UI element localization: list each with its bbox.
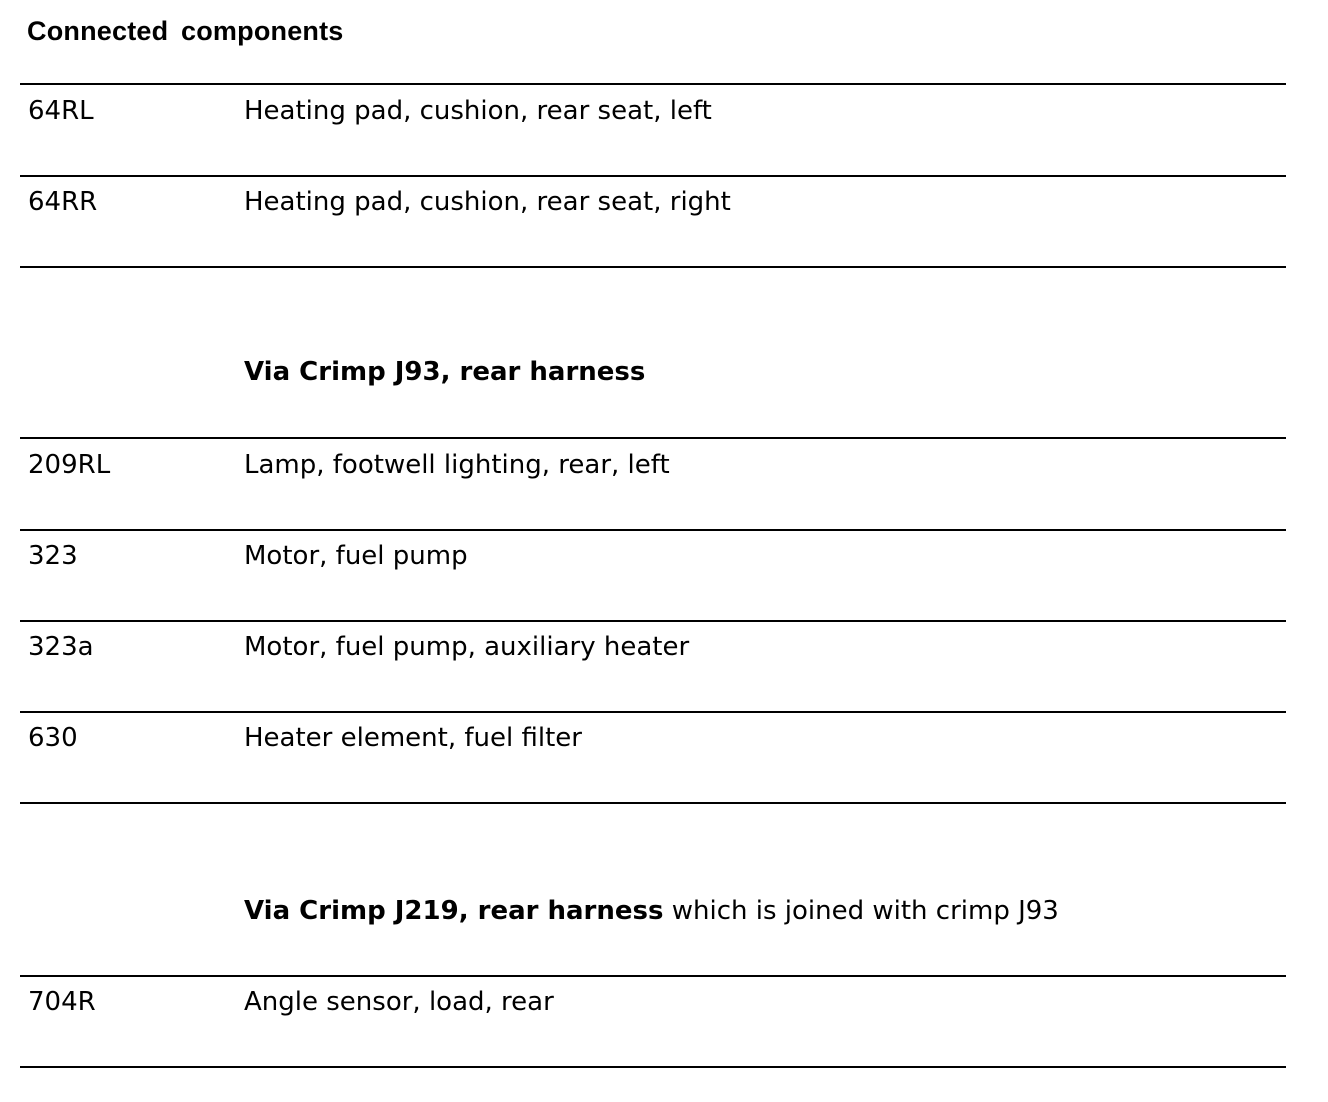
table-rule [20, 975, 1286, 977]
component-code: 630 [28, 723, 78, 753]
component-code: 323 [28, 541, 78, 571]
component-description: Angle sensor, load, rear [244, 987, 554, 1017]
component-code: 64RR [28, 187, 98, 217]
section-heading-j93 [244, 357, 645, 387]
table-rule [20, 437, 1286, 439]
component-description: Motor, fuel pump, auxiliary heater [244, 632, 690, 662]
table-rule [20, 175, 1286, 177]
table-rule [20, 711, 1286, 713]
component-description: Heater element, fuel filter [244, 723, 582, 753]
table-rule [20, 620, 1286, 622]
component-code: 64RL [28, 96, 94, 126]
section-heading-bold-text: Via Crimp J219, rear harness [244, 896, 664, 926]
section-heading-j219 [244, 896, 1059, 926]
table-rule [20, 266, 1286, 268]
page-title: Connected components [27, 16, 344, 46]
table-rule [20, 802, 1286, 804]
component-description: Heating pad, cushion, rear seat, left [244, 96, 712, 126]
component-description: Heating pad, cushion, rear seat, right [244, 187, 731, 217]
table-rule [20, 529, 1286, 531]
table-rule [20, 83, 1286, 85]
section-heading-note: which is joined with crimp J93 [663, 896, 1059, 926]
component-code: 323a [28, 632, 94, 662]
component-description: Motor, fuel pump [244, 541, 468, 571]
component-description: Lamp, footwell lighting, rear, left [244, 450, 670, 480]
table-rule [20, 1066, 1286, 1068]
section-heading-text: Via Crimp J93, rear harness [244, 357, 646, 387]
component-code: 704R [28, 987, 96, 1017]
component-code: 209RL [28, 450, 111, 480]
